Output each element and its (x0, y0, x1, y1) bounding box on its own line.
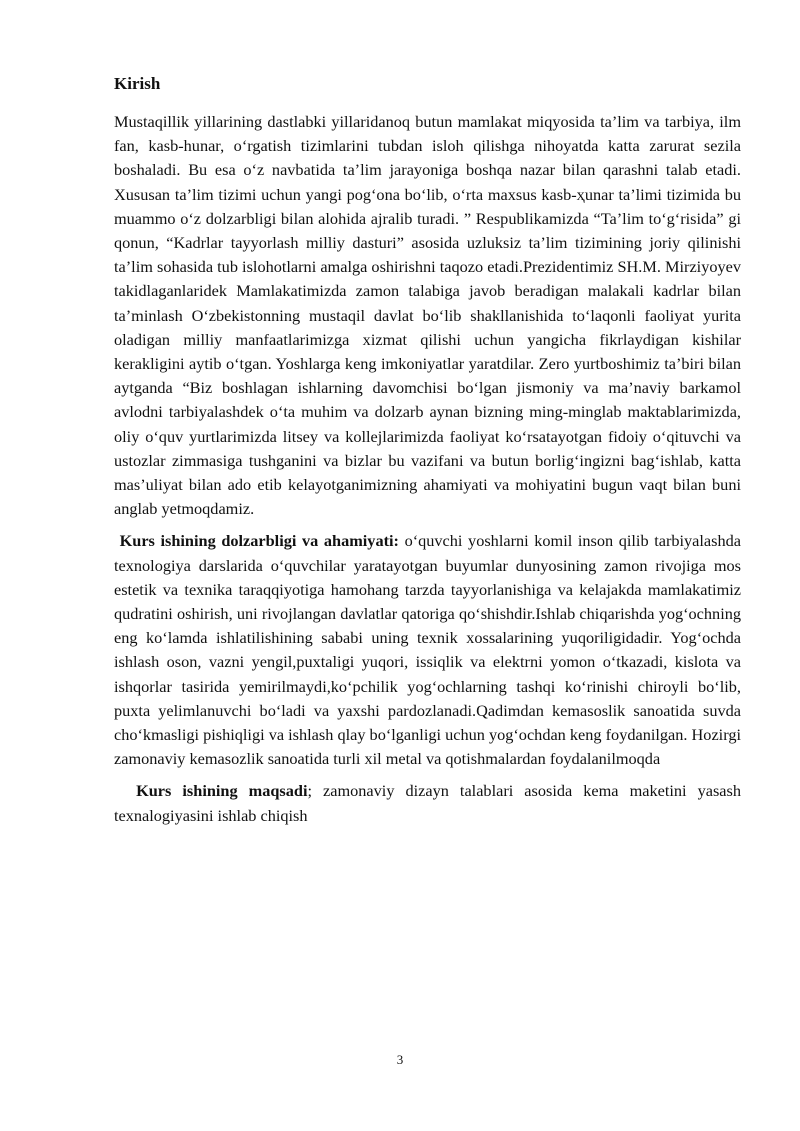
relevance-paragraph (114, 529, 741, 771)
section-heading: Kirish (114, 74, 161, 93)
relevance-text: o‘quvchi yoshlarni komil inson qilib tarbiyalashda texnologiya darslarida o‘quvchilar yaratayotgan buyumlar dunyosining zamon rivojiga mos estetik va texnika taraqqiyotiga hamohang tarzda tayyorlanishiga va kelajakda mamlakatimiz qudratini oshirish, uni rivojlangan davlatlar qatoriga qo‘shishdir.Ishlab chiqarishda yog‘ochning eng ko‘lamda ishlatilishining sababi uning texnik xossalarining yuqoriligidadir. Yog‘ochda ishlash oson, vazni yengil,puxtaligi yuqori, issiqlik va elektrni yomon o‘tkazadi, kislota va ishqorlar tasirida yemirilmaydi,ko‘pchilik yog‘ochlarning tashqi ko‘rinishi chiroyli bo‘lib, puxta yelimlanuvchi bo‘ladi va yaxshi pardozlanadi.Qadimdan kemasoslik sanoatida suvda cho‘kmasligi pishiqligi va ishlash qlay bo‘lganligi uchun yog‘ochdan keng foydanilgan. Hozirgi zamonaviy kemasozlik sanoatida turli xil metal va qotishmalardan foydalanilmoqda (114, 531, 741, 769)
goal-paragraph (114, 779, 741, 827)
goal-label: Kurs ishining maqsadi (136, 781, 308, 801)
intro-paragraph (114, 110, 741, 521)
document-page (114, 72, 741, 836)
goal-text: ; zamonaviy dizayn talablari asosida kema maketini yasash texnalogiyasini ishlab chiqish (114, 781, 741, 825)
relevance-label: Kurs ishining dolzarbligi va ahamiyati: (119, 531, 399, 551)
intro-paragraph-text: Mustaqillik yillarining dastlabki yillaridanoq butun mamlakat miqyosida ta’lim va tarbiya, ilm fan, kasb-hunar, o‘rgatish tizimlarini tubdan isloh qilishga nihoyatda katta zarurat sezila boshaladi. Bu esa o‘z navbatida ta’lim jarayoniga boshqa nazar bilan qarashni talab etadi. Xususan ta’lim tizimi uchun yangi pog‘ona bo‘lib, o‘rta maxsus kasb-ҳunar ta’limi tizimida bu muammo o‘z dolzarbligi bilan alohida ajralib turadi. ” Respublikamizda “Ta’lim to‘g‘risida” gi qonun, “Kadrlar tayyorlash milliy dasturi” asosida uzluksiz ta’lim tizimining joriy qilinishi ta’lim sohasida tub islohotlarni amalga oshirishni taqozo etadi.Prezidentimiz SH.M. Mirziyoyev takidlaganlaridek Mamlakatimizda zamon talabiga javob beradigan malakali kadrlar bilan ta’minlash O‘zbekistonning mustaqil davlat bo‘lib shakllanishida to‘laqonli faoliyat yurita oladigan milliy manfaatlarimizga xizmat qilishi uchun yangicha fikrlaydigan kishilar kerakligini aytib o‘tgan. Yoshlarga keng imkoniyatlar yaratdilar. Zero yurtboshimiz ta’biri bilan aytganda “Biz boshlagan ishlarning davomchisi bo‘lgan jismoniy va ma’naviy barkamol avlodni tarbiyalashdek o‘ta muhim va dolzarb aynan bizning ming-minglab maktablarimizda, oliy o‘quv yurtlarimizda litsey va kollejlarimizda faoliyat ko‘rsatayotgan fidoiy o‘qituvchi va ustozlar zimmasiga tushganini va bizlar bu vazifani va butun borlig‘ingizni bag‘ishlab, katta mas’uliyat bilan ado etib kelayotganimizning ahamiyati va mohiyatini bugun vaqt bilan buni anglab yetmoqdamiz. (114, 112, 741, 519)
page-number: 3 (396, 1052, 404, 1067)
